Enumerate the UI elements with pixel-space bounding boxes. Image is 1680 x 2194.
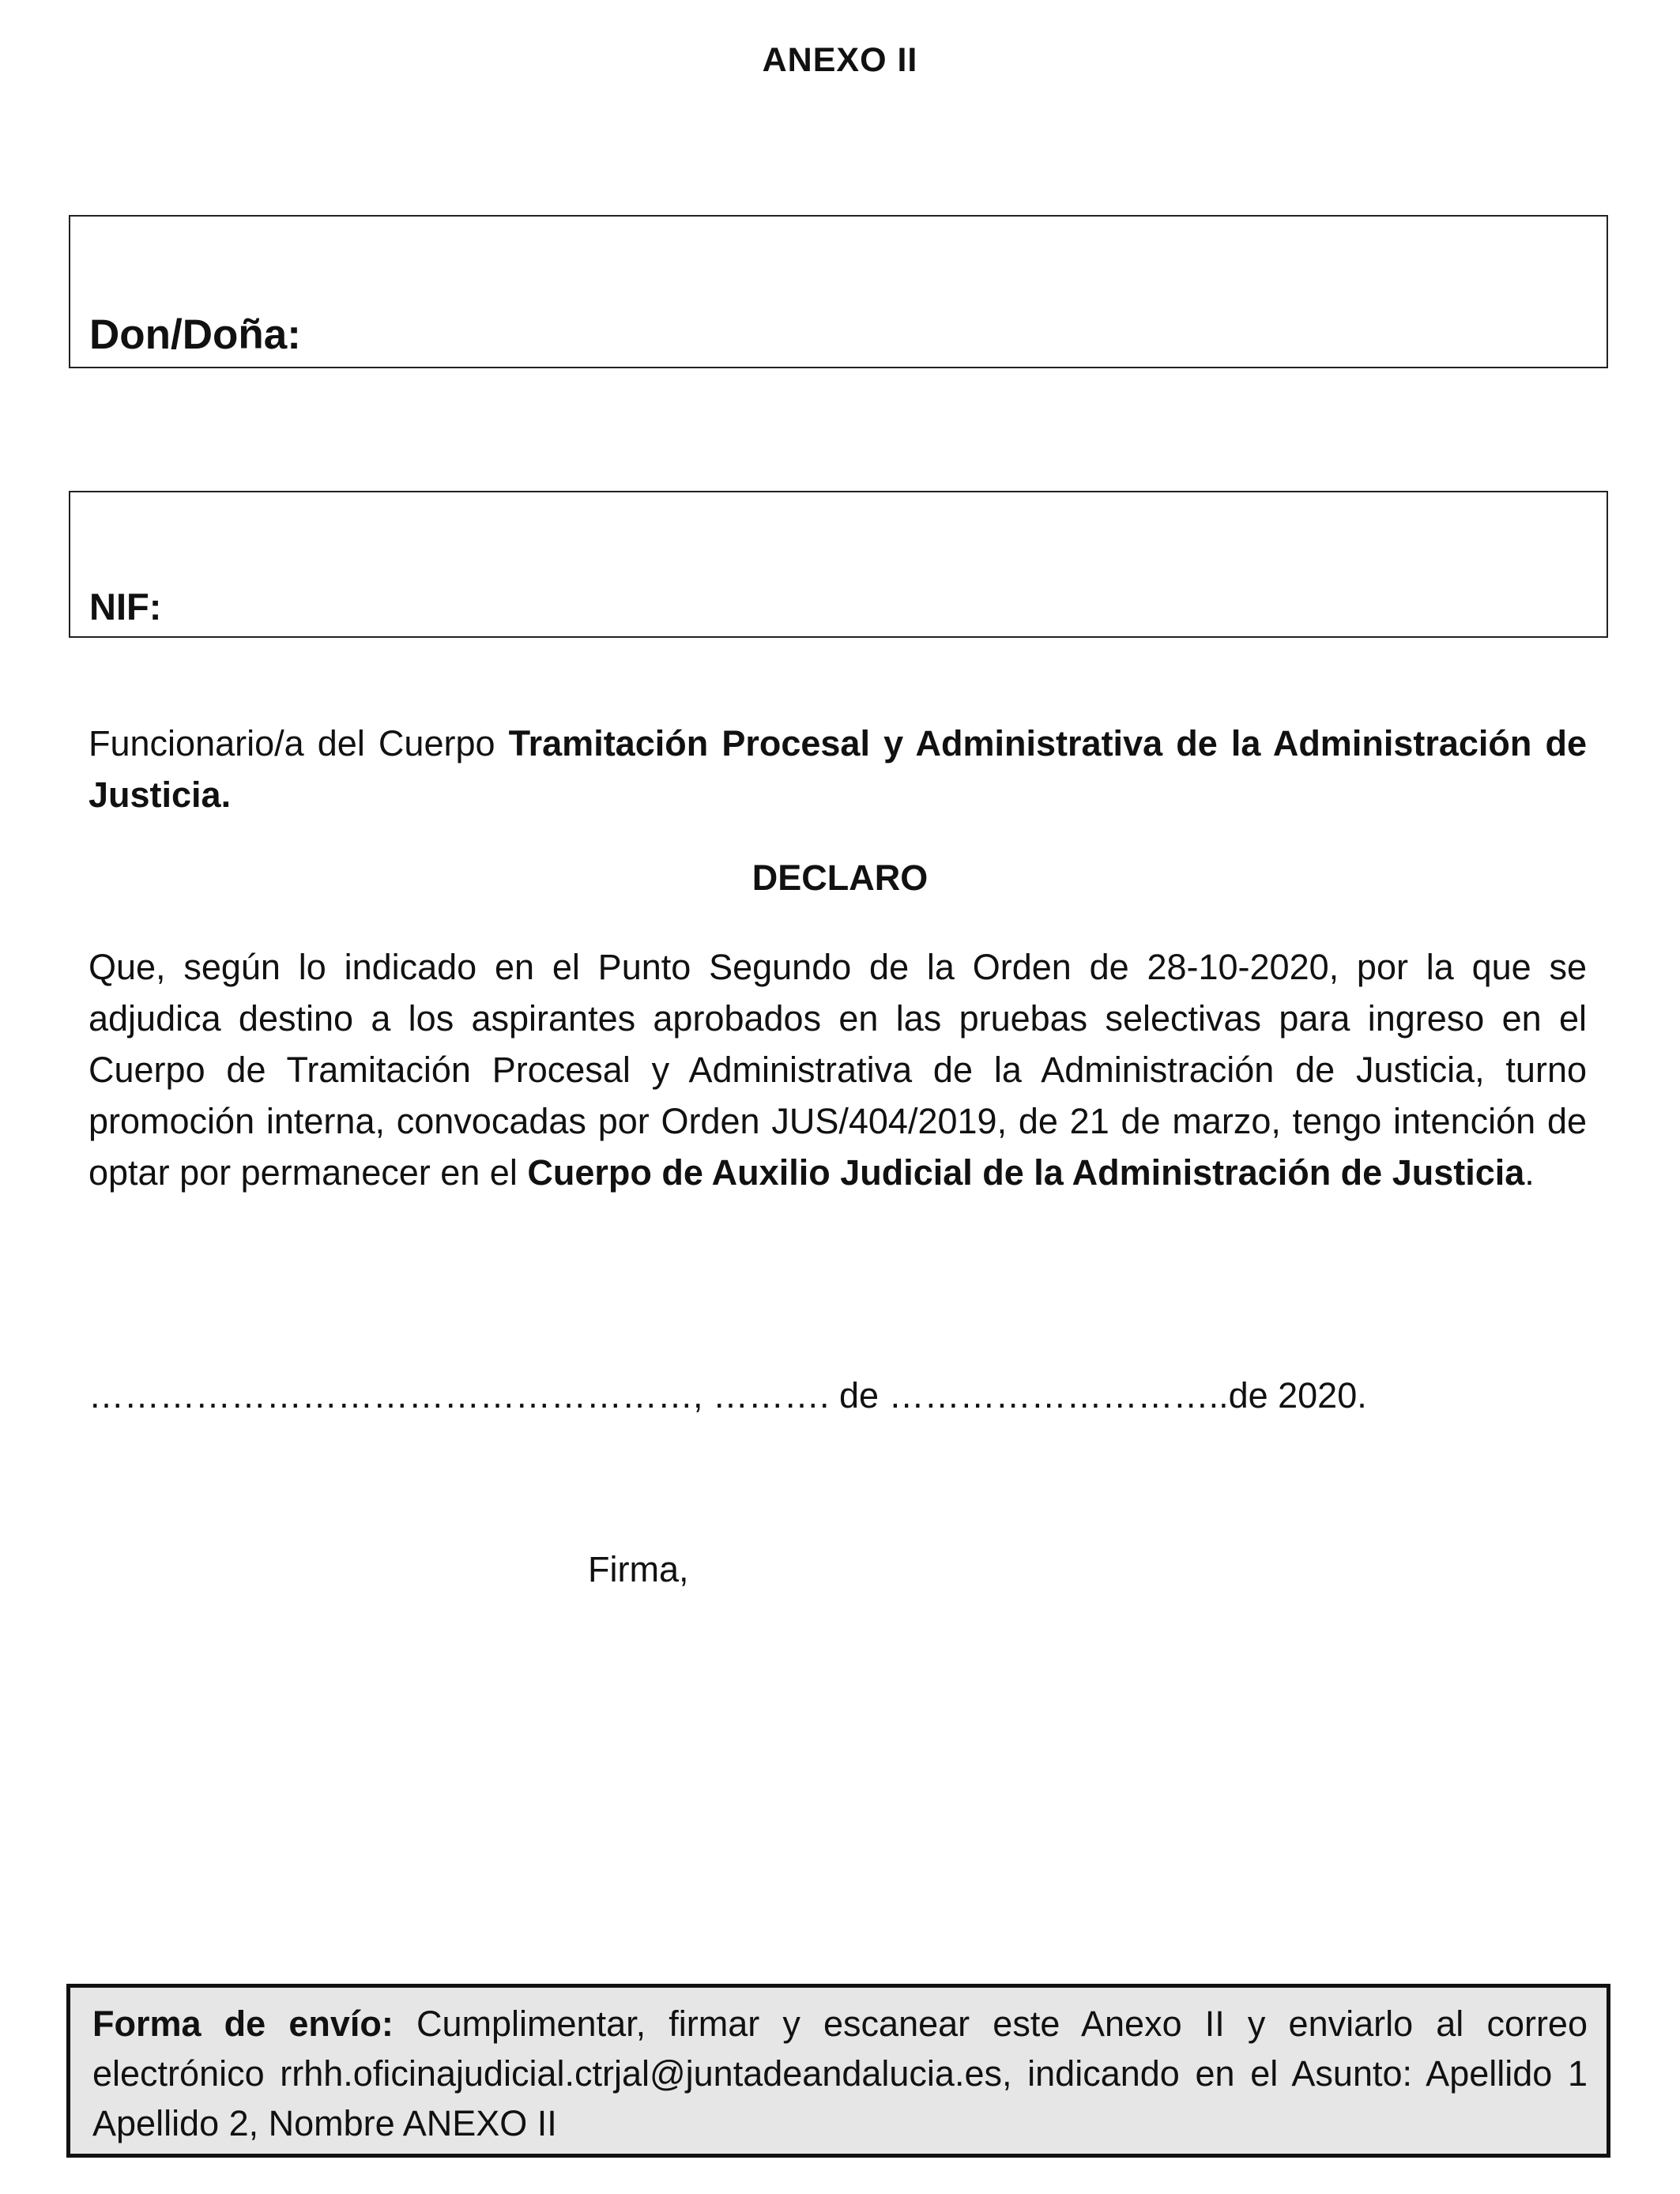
nif-label: NIF: xyxy=(89,586,162,628)
page-title: ANEXO II xyxy=(762,41,918,79)
declaration-paragraph xyxy=(89,941,1587,1198)
signature-label: Firma, xyxy=(588,1549,689,1589)
declaration-corps: Cuerpo de Auxilio Judicial de la Administración de Justicia xyxy=(527,1152,1525,1193)
declaration-heading: DECLARO xyxy=(751,858,929,898)
submission-text: Cumplimentar, firmar y escanear este Anexo II y enviarlo al correo electrónico rrhh.oficinajudicial.ctrjal@juntadeandalucia.es, indicando en el Asunto: Apellido 1 Apellido 2, Nombre ANEXO II xyxy=(92,2004,1588,2143)
nif-field-box[interactable] xyxy=(69,491,1608,638)
date-line[interactable]: ……………………………………………, ………. de ………………………..de 2020. xyxy=(89,1375,1367,1416)
declaration-text: Que, según lo indicado en el Punto Segundo de la Orden de 28-10-2020, por la que se adjudica destino a los aspirantes aprobados en las pruebas selectivas para ingreso en el Cuerpo de Tramitación Procesal y Administrativa de la Administración de Justicia, turno promoción interna, convocadas por Orden JUS/404/2019, de 21 de marzo, tengo intención de optar por permanecer en el xyxy=(89,947,1587,1193)
submission-label: Forma de envío: xyxy=(92,2004,394,2044)
intro-prefix: Funcionario/a del Cuerpo xyxy=(89,723,509,763)
name-label: Don/Doña: xyxy=(89,311,301,358)
submission-instructions-box xyxy=(66,1984,1610,2158)
declaration-end: . xyxy=(1524,1152,1535,1193)
corps-name: Tramitación Procesal y Administrativa de la Administración de Justicia. xyxy=(89,723,1587,815)
name-field-box[interactable] xyxy=(69,215,1608,368)
intro-paragraph xyxy=(89,718,1587,820)
